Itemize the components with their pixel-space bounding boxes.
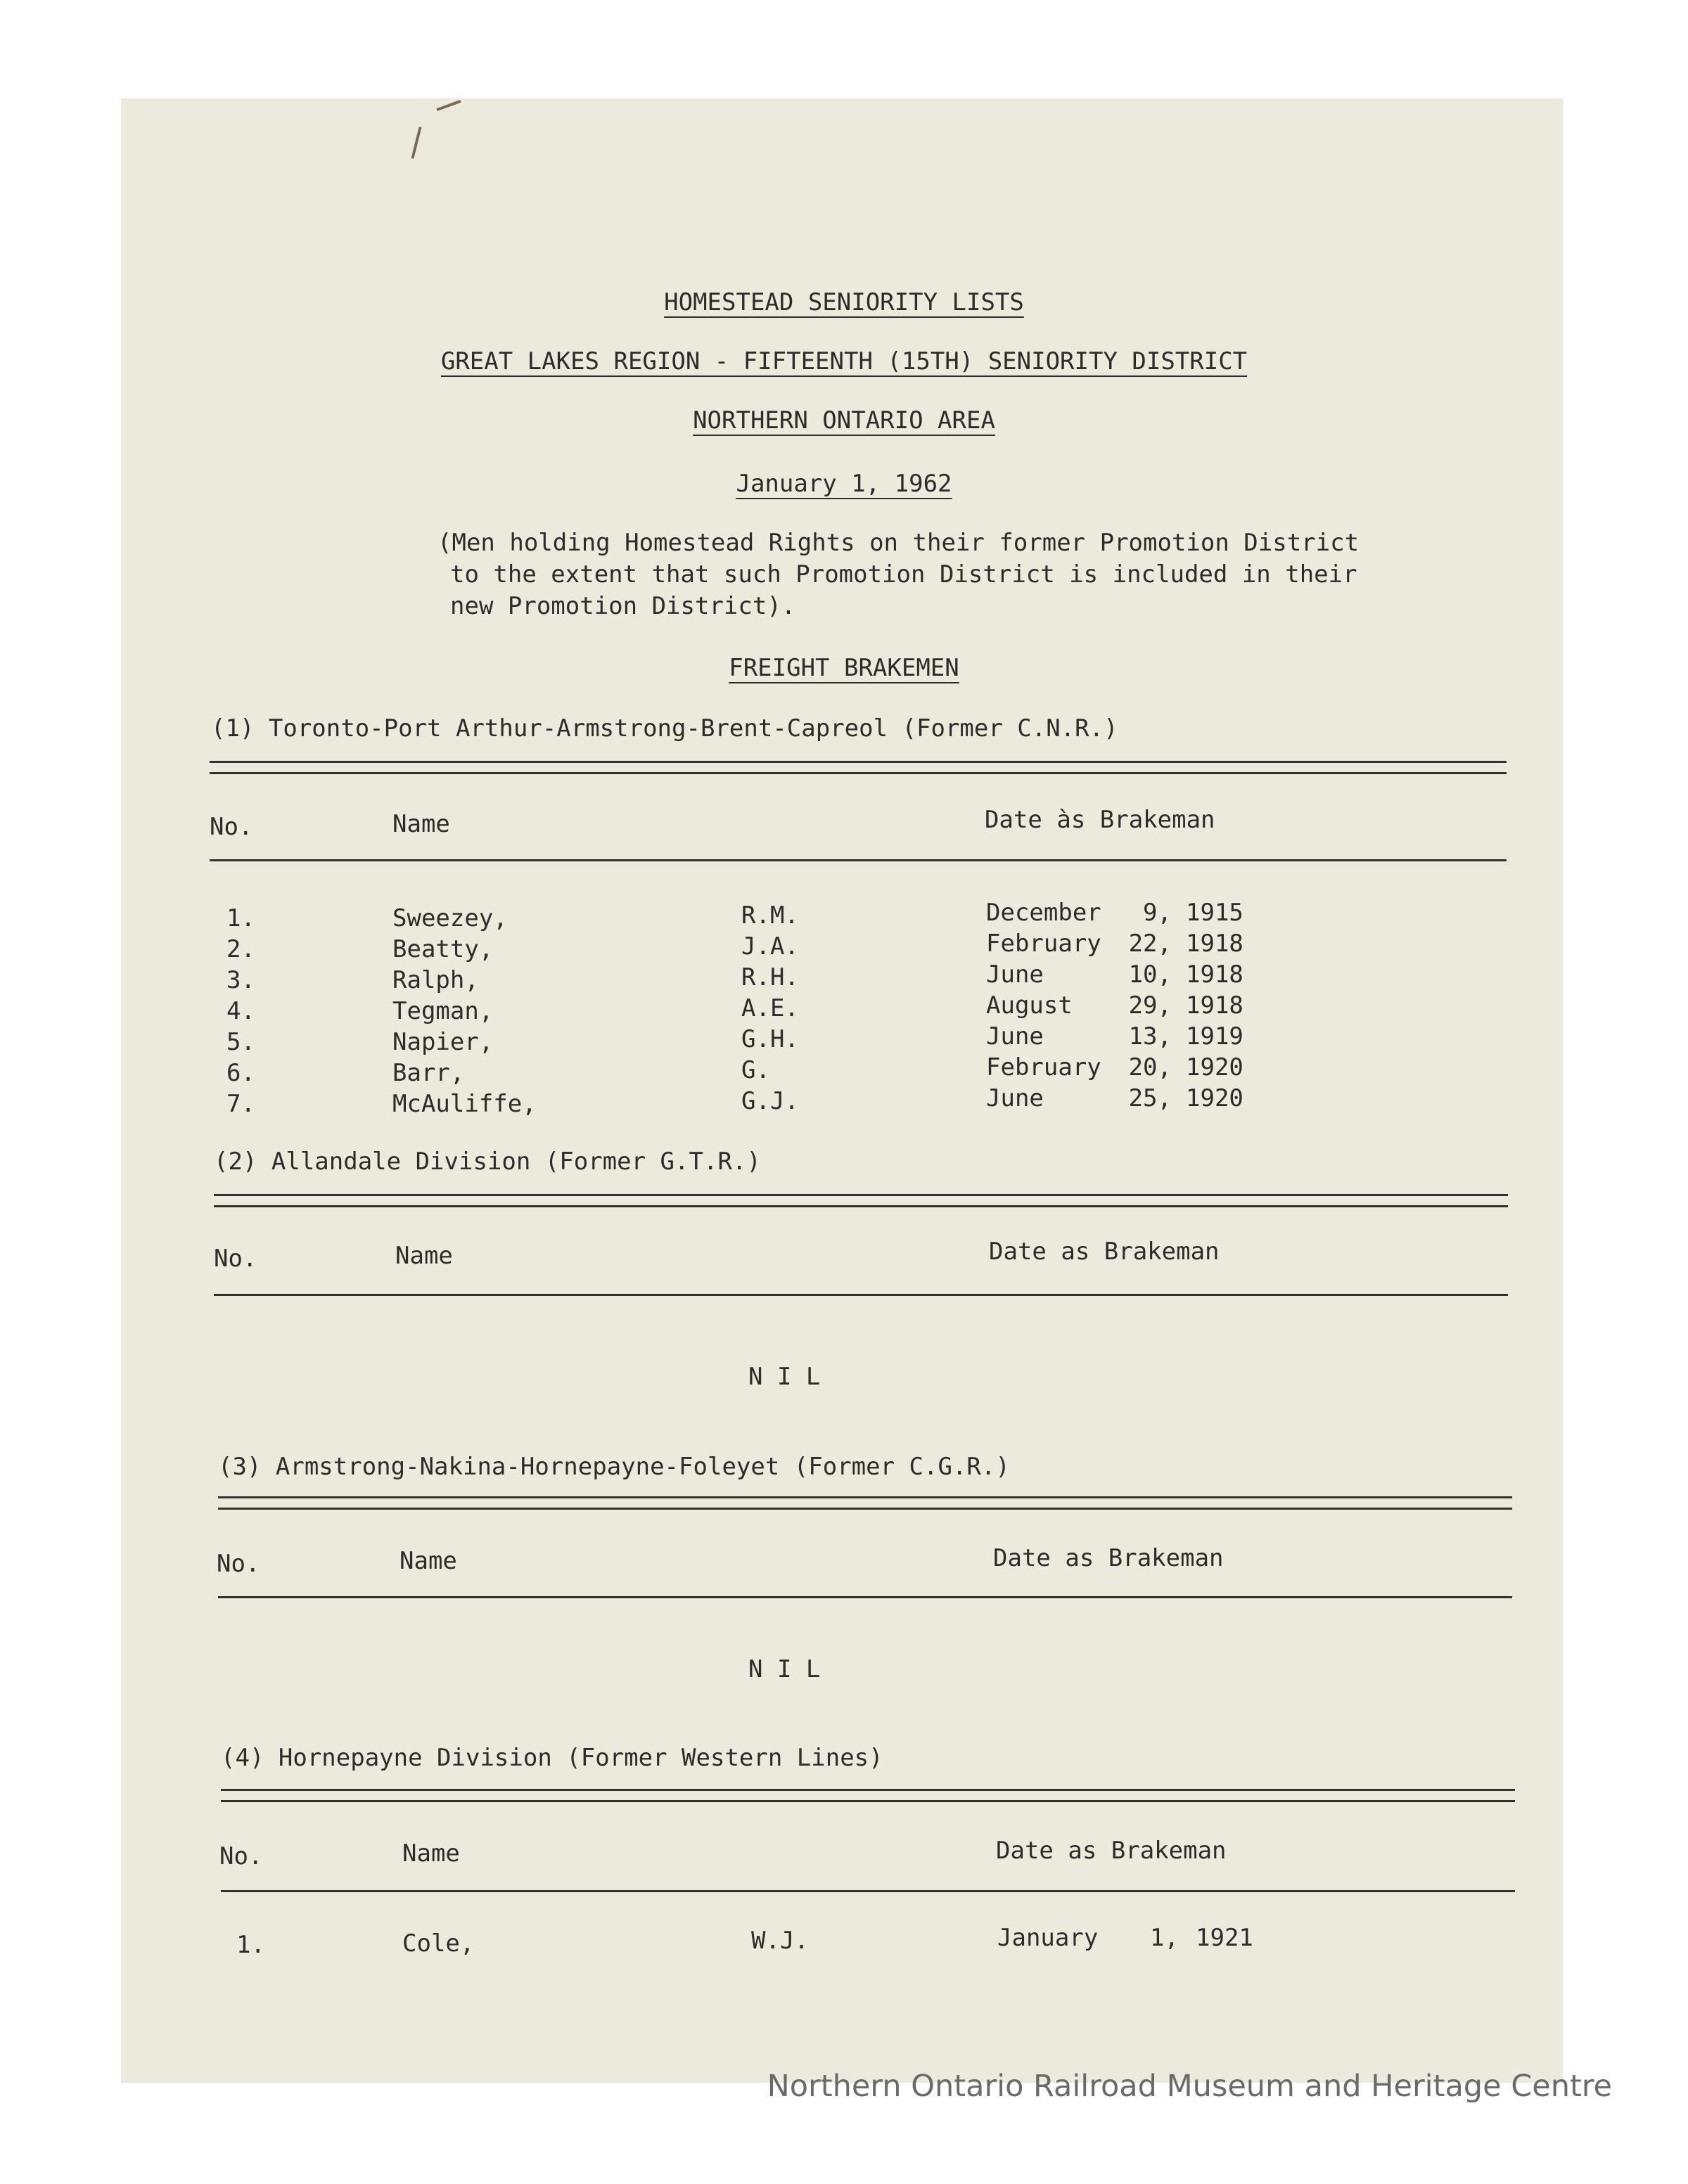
row-surname: Cole, bbox=[402, 1929, 475, 1958]
footer-caption: Northern Ontario Railroad Museum and Heritage Centre bbox=[767, 2069, 1612, 2104]
col-header-date: Date às Brakeman bbox=[985, 806, 1215, 834]
col-header-no: No. bbox=[219, 1842, 263, 1870]
row-year: 1918 bbox=[1186, 930, 1243, 958]
double-rule bbox=[214, 1205, 1508, 1207]
row-initials: R.H. bbox=[741, 963, 799, 991]
row-surname: Tegman, bbox=[392, 997, 494, 1025]
nil-label: N I L bbox=[748, 1655, 821, 1683]
col-header-date: Date as Brakeman bbox=[993, 1544, 1224, 1572]
header-rule bbox=[214, 1294, 1508, 1296]
col-header-name: Name bbox=[399, 1547, 457, 1575]
row-month: August bbox=[986, 991, 1073, 1020]
row-initials: G.H. bbox=[741, 1025, 799, 1053]
row-initials: R.M. bbox=[741, 901, 799, 930]
col-header-date: Date as Brakeman bbox=[989, 1238, 1220, 1266]
section-heading: (3) Armstrong-Nakina-Hornepayne-Foleyet (Former C.G.R.) bbox=[218, 1453, 1010, 1481]
row-year: 1918 bbox=[1186, 991, 1243, 1020]
row-initials: G.J. bbox=[741, 1087, 799, 1115]
header-rule bbox=[218, 1596, 1512, 1598]
region-title: GREAT LAKES REGION - FIFTEENTH (15TH) SENIORITY DISTRICT bbox=[440, 347, 1248, 375]
row-no: 2. bbox=[226, 935, 255, 963]
row-initials: J.A. bbox=[741, 932, 799, 961]
row-year: 1915 bbox=[1186, 899, 1243, 927]
row-month: June bbox=[986, 1022, 1044, 1051]
row-day: 22, bbox=[1128, 930, 1172, 958]
double-rule bbox=[214, 1194, 1508, 1196]
col-header-no: No. bbox=[210, 813, 253, 841]
row-year: 1921 bbox=[1196, 1924, 1253, 1952]
double-rule bbox=[218, 1496, 1512, 1498]
row-surname: McAuliffe, bbox=[392, 1090, 537, 1118]
row-no: 7. bbox=[226, 1090, 255, 1118]
col-header-no: No. bbox=[214, 1245, 257, 1273]
col-header-name: Name bbox=[402, 1839, 460, 1868]
row-year: 1920 bbox=[1186, 1053, 1243, 1081]
row-surname: Sweezey, bbox=[392, 904, 508, 932]
area-title: NORTHERN ONTARIO AREA bbox=[693, 406, 995, 435]
category-title: FREIGHT BRAKEMEN bbox=[729, 654, 959, 682]
header-rule bbox=[221, 1890, 1515, 1892]
row-month: February bbox=[986, 930, 1101, 958]
col-header-name: Name bbox=[395, 1242, 453, 1270]
row-no: 5. bbox=[226, 1028, 255, 1056]
section-heading: (4) Hornepayne Division (Former Western Lines) bbox=[221, 1744, 883, 1772]
row-day: 1, bbox=[1150, 1924, 1179, 1952]
section-heading: (2) Allandale Division (Former G.T.R.) bbox=[214, 1148, 761, 1176]
row-initials: A.E. bbox=[741, 994, 799, 1022]
document-page bbox=[121, 98, 1563, 2083]
row-surname: Beatty, bbox=[392, 935, 494, 963]
col-header-date: Date as Brakeman bbox=[996, 1837, 1227, 1865]
row-no: 1. bbox=[236, 1931, 265, 1959]
row-no: 6. bbox=[226, 1059, 255, 1087]
nil-label: N I L bbox=[748, 1363, 821, 1391]
note-line-2: to the extent that such Promotion District is included in their bbox=[450, 560, 1357, 589]
double-rule bbox=[221, 1800, 1515, 1802]
row-day: 25, bbox=[1128, 1084, 1172, 1112]
row-initials: W.J. bbox=[751, 1927, 809, 1955]
row-month: December bbox=[986, 899, 1101, 927]
section-heading: (1) Toronto-Port Arthur-Armstrong-Brent-Capreol (Former C.N.R.) bbox=[211, 714, 1118, 743]
doc-date: January 1, 1962 bbox=[736, 470, 952, 498]
row-year: 1920 bbox=[1186, 1084, 1243, 1112]
row-no: 4. bbox=[226, 997, 255, 1025]
doc-title: HOMESTEAD SENIORITY LISTS bbox=[664, 288, 1024, 316]
double-rule bbox=[218, 1508, 1512, 1510]
row-no: 3. bbox=[226, 966, 255, 994]
header-rule bbox=[210, 859, 1507, 861]
row-month: January bbox=[997, 1924, 1099, 1952]
row-no: 1. bbox=[226, 904, 255, 932]
col-header-no: No. bbox=[217, 1550, 260, 1578]
note-line-1: (Men holding Homestead Rights on their former Promotion District bbox=[437, 529, 1360, 557]
row-month: June bbox=[986, 961, 1044, 989]
row-day: 29, bbox=[1128, 991, 1172, 1020]
double-rule bbox=[210, 761, 1507, 763]
double-rule bbox=[221, 1789, 1515, 1791]
row-surname: Barr, bbox=[392, 1059, 465, 1087]
row-initials: G. bbox=[741, 1056, 770, 1084]
note-line-3: new Promotion District). bbox=[450, 592, 796, 620]
row-year: 1919 bbox=[1186, 1022, 1243, 1051]
row-month: February bbox=[986, 1053, 1101, 1081]
row-day: 20, bbox=[1128, 1053, 1172, 1081]
row-surname: Napier, bbox=[392, 1028, 494, 1056]
row-year: 1918 bbox=[1186, 961, 1243, 989]
row-month: June bbox=[986, 1084, 1044, 1112]
col-header-name: Name bbox=[392, 810, 450, 838]
row-surname: Ralph, bbox=[392, 966, 479, 994]
double-rule bbox=[210, 772, 1507, 774]
row-day: 10, bbox=[1128, 961, 1172, 989]
row-day: 9, bbox=[1143, 899, 1172, 927]
row-day: 13, bbox=[1128, 1022, 1172, 1051]
